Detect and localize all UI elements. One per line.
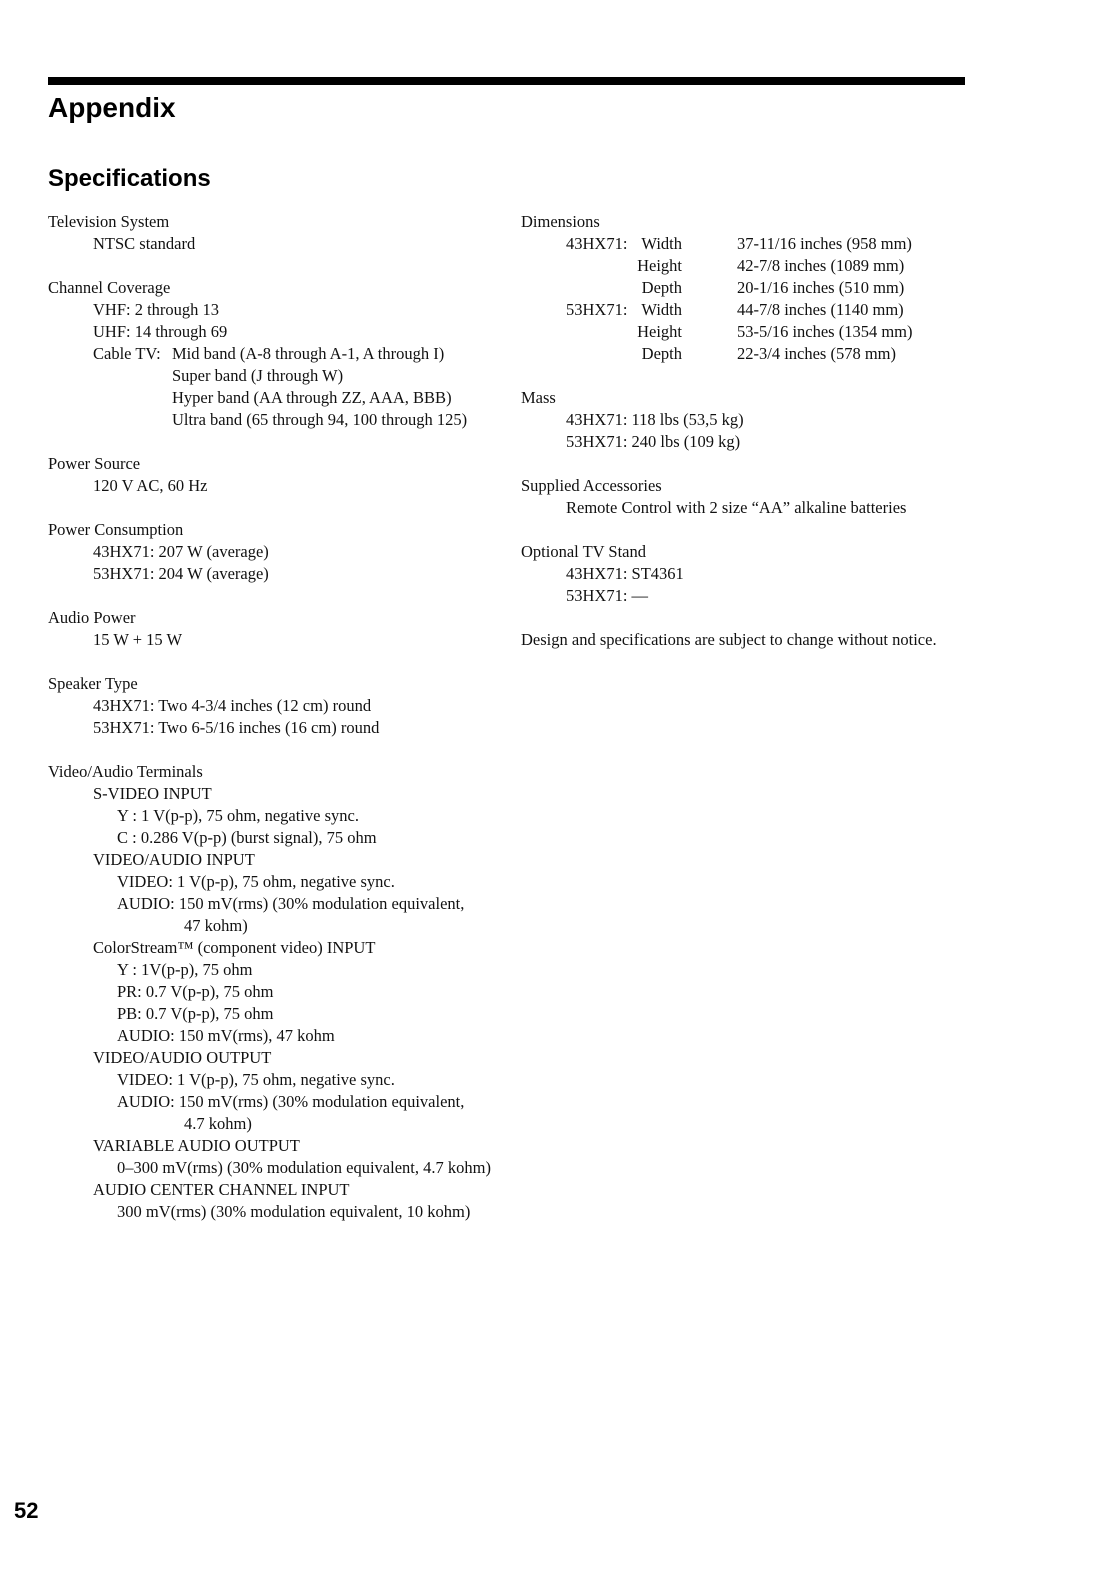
center-channel-label: AUDIO CENTER CHANNEL INPUT — [93, 1180, 350, 1199]
dim-53-height-value: 53-5/16 inches (1354 mm) — [737, 322, 913, 341]
colorstream-pb: PB: 0.7 V(p-p), 75 ohm — [117, 1004, 274, 1023]
dim-53-depth-label: Depth — [641, 344, 682, 363]
dim-53-model: 53HX71: — [566, 300, 628, 319]
dimensions-heading: Dimensions — [521, 212, 600, 231]
page-number: 52 — [14, 1498, 39, 1523]
audio-power-value: 15 W + 15 W — [93, 630, 183, 649]
dim-43-width-value: 37-11/16 inches (958 mm) — [737, 234, 912, 253]
tv-system-value: NTSC standard — [93, 234, 196, 253]
channel-vhf: VHF: 2 through 13 — [93, 300, 220, 319]
va-output-audio-cont: 4.7 kohm) — [184, 1114, 252, 1133]
power-consumption-53: 53HX71: 204 W (average) — [93, 564, 269, 583]
speaker-53: 53HX71: Two 6-5/16 inches (16 cm) round — [93, 718, 380, 737]
colorstream-label: ColorStream™ (component video) INPUT — [93, 938, 376, 957]
page-title: Appendix — [48, 92, 176, 123]
stand-43: 43HX71: ST4361 — [566, 564, 684, 583]
channel-heading: Channel Coverage — [48, 278, 171, 297]
va-output-audio: AUDIO: 150 mV(rms) (30% modulation equivalent, — [117, 1092, 465, 1111]
power-consumption-43: 43HX71: 207 W (average) — [93, 542, 269, 561]
accessories-value: Remote Control with 2 size “AA” alkaline batteries — [566, 498, 907, 517]
notice: Design and specifications are subject to change without notice. — [521, 630, 937, 649]
tv-system-heading: Television System — [48, 212, 170, 231]
dim-53-width-value: 44-7/8 inches (1140 mm) — [737, 300, 904, 319]
svideo-c: C : 0.286 V(p-p) (burst signal), 75 ohm — [117, 828, 377, 847]
svideo-label: S-VIDEO INPUT — [93, 784, 212, 803]
dim-43-model: 43HX71: — [566, 234, 628, 253]
terminals-heading: Video/Audio Terminals — [48, 762, 203, 781]
stand-heading: Optional TV Stand — [521, 542, 646, 561]
mass-heading: Mass — [521, 388, 556, 407]
power-consumption-heading: Power Consumption — [48, 520, 184, 539]
variable-audio-label: VARIABLE AUDIO OUTPUT — [93, 1136, 300, 1155]
dim-43-height-value: 42-7/8 inches (1089 mm) — [737, 256, 905, 275]
va-input-label: VIDEO/AUDIO INPUT — [93, 850, 255, 869]
dim-53-width-label: Width — [641, 300, 682, 319]
va-input-audio-cont: 47 kohm) — [184, 916, 248, 935]
dim-43-depth-value: 20-1/16 inches (510 mm) — [737, 278, 905, 297]
power-source-value: 120 V AC, 60 Hz — [93, 476, 208, 495]
audio-power-heading: Audio Power — [48, 608, 136, 627]
stand-53: 53HX71: — — [566, 586, 649, 605]
dim-43-depth-label: Depth — [641, 278, 682, 297]
power-source-heading: Power Source — [48, 454, 141, 473]
mass-43: 43HX71: 118 lbs (53,5 kg) — [566, 410, 744, 429]
dim-43-height-label: Height — [637, 256, 682, 275]
channel-cable-label: Cable TV: — [93, 344, 161, 363]
dim-43-width-label: Width — [641, 234, 682, 253]
colorstream-pr: PR: 0.7 V(p-p), 75 ohm — [117, 982, 274, 1001]
channel-uhf: UHF: 14 through 69 — [93, 322, 228, 341]
channel-cable-hyper: Hyper band (AA through ZZ, AAA, BBB) — [172, 388, 452, 407]
svideo-y: Y : 1 V(p-p), 75 ohm, negative sync. — [117, 806, 359, 825]
dim-53-depth-value: 22-3/4 inches (578 mm) — [737, 344, 897, 363]
channel-cable-ultra: Ultra band (65 through 94, 100 through 125) — [172, 410, 468, 429]
header-rule — [48, 77, 965, 85]
speaker-43: 43HX71: Two 4-3/4 inches (12 cm) round — [93, 696, 372, 715]
colorstream-audio: AUDIO: 150 mV(rms), 47 kohm — [117, 1026, 335, 1045]
channel-cable-super: Super band (J through W) — [172, 366, 344, 385]
center-channel-value: 300 mV(rms) (30% modulation equivalent, 10 kohm) — [117, 1202, 471, 1221]
accessories-heading: Supplied Accessories — [521, 476, 662, 495]
mass-53: 53HX71: 240 lbs (109 kg) — [566, 432, 741, 451]
channel-cable-mid: Mid band (A-8 through A-1, A through I) — [172, 344, 445, 363]
colorstream-y: Y : 1V(p-p), 75 ohm — [117, 960, 253, 979]
va-output-label: VIDEO/AUDIO OUTPUT — [93, 1048, 272, 1067]
variable-audio-value: 0–300 mV(rms) (30% modulation equivalent, 4.7 kohm) — [117, 1158, 491, 1177]
speaker-heading: Speaker Type — [48, 674, 138, 693]
dim-53-height-label: Height — [637, 322, 682, 341]
va-input-video: VIDEO: 1 V(p-p), 75 ohm, negative sync. — [117, 872, 395, 891]
va-output-video: VIDEO: 1 V(p-p), 75 ohm, negative sync. — [117, 1070, 395, 1089]
section-title: Specifications — [48, 165, 211, 192]
va-input-audio: AUDIO: 150 mV(rms) (30% modulation equivalent, — [117, 894, 465, 913]
